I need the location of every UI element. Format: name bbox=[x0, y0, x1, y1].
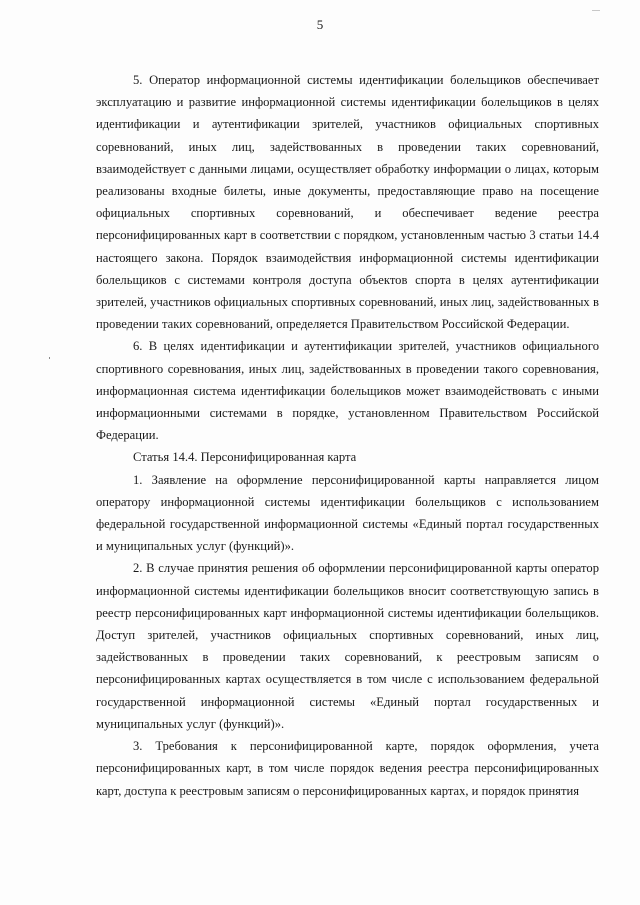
article-heading: Статья 14.4. Персонифицированная карта bbox=[133, 450, 357, 465]
paragraph-article-14-3-part-5: 5. Оператор информационной системы идентификации болельщиков обеспечивает эксплуатацию и развитие информационной системы идентификации болельщиков в целях идентификации и аутентификации зрителей, участников официальных спортивных соревнований, иных лиц, задействованных в проведении таких соревнований, взаимодействует с данными лицами, осуществляет обработку информации о лицах, которым реализованы входные билеты, иные документы, предоставляющие право на посещение официальных спортивных соревнований, и обеспечивает ведение реестра персонифицированных карт в соответствии с порядком, установленным частью 3 статьи 14.4 настоящего закона. Порядок взаимодействия информационной системы идентификации болельщиков с системами контроля доступа объектов спорта в целях аутентификации зрителей, участников официальных спортивных соревнований, иных лиц, задействованных в проведении таких соревнований, определяется Правительством Российской Федерации. bbox=[96, 73, 599, 332]
paragraph-article-14-4-part-2: 2. В случае принятия решения об оформлении персонифицированной карты оператор информационной системы идентификации болельщиков вносит соответствующую запись в реестр персонифицированных карт информационной системы идентификации болельщиков. Доступ зрителей, участников официальных спортивных соревнований, иных лиц, задействованных в проведении таких соревнований, к реестровым записям о персонифицированных картах осуществляется в том числе с использованием федеральной государственной информационной системы «Единый портал государственных и муниципальных услуг (функций)». bbox=[96, 561, 599, 731]
paragraph-article-14-4-part-3: 3. Требования к персонифицированной карте, порядок оформления, учета персонифицированных карт, в том числе порядок ведения реестра персонифицированных карт, доступа к реестровым записям о персонифицированных картах, и порядок принятия bbox=[96, 739, 599, 798]
body-text bbox=[96, 69, 599, 802]
page-number: 5 bbox=[316, 17, 324, 32]
paragraph-article-14-3-part-6: 6. В целях идентификации и аутентификации зрителей, участников официального спортивного соревнования, иных лиц, задействованных в проведении такого соревнования, информационная система идентификации болельщиков может взаимодействовать с иными информационными системами в порядке, установленном Правительством Российской Федерации. bbox=[96, 339, 599, 443]
scan-speck bbox=[592, 10, 600, 11]
scan-speck bbox=[49, 357, 50, 359]
paragraph-article-14-4-part-1: 1. Заявление на оформление персонифицированной карты направляется лицом оператору информационной системы идентификации болельщиков с использованием федеральной государственной информационной системы «Единый портал государственных и муниципальных услуг (функций)». bbox=[96, 472, 599, 554]
